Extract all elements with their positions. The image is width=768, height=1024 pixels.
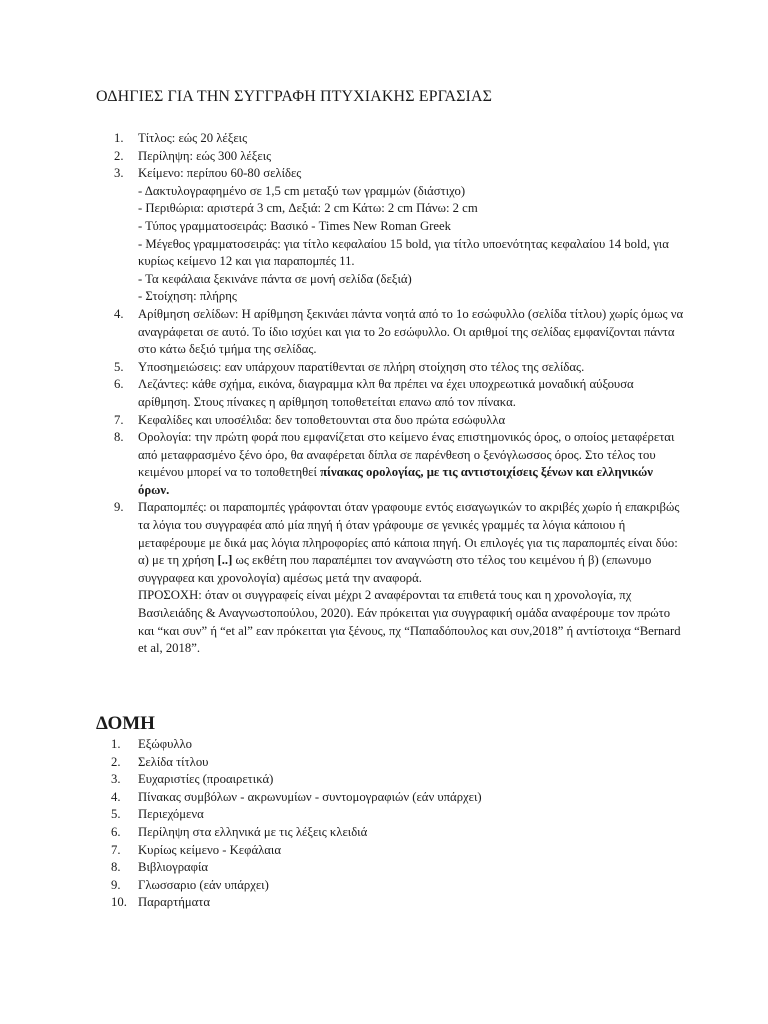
item-text: Περιεχόμενα [138,807,204,822]
item-number: 6. [111,824,121,839]
list-item [96,771,686,789]
structure-list [96,736,686,912]
item-text: Γλωσσαριο (εάν υπάρχει) [138,877,269,892]
item-text: Αρίθμηση σελίδων: Η αρίθμηση ξεκινάει πάντα νοητά από το 1ο εσώφυλλο (σελίδα τίτλου) χωρίς όμως να αναγράφεται σε αυτό. Το ίδιο ισχύει και για το 2ο εσώφυλλο. Οι αριθμοί της σελίδας εμφανίζονται πάντα στο κάτω δεξιό τμήμα της σελίδας. [138,306,684,357]
item-number: 5. [111,807,121,822]
item-text: Κεφαλίδες και υποσέλιδα: δεν τοποθετουνται στα δυο πρώτα εσώφυλλα [138,412,506,427]
item-text: Ορολογία: την πρώτη φορά που εμφανίζεται στο κείμενο ένας επιστημονικός όρος, ο οποίος μεταφέρεται από μεταφρασμένο ξένο όρο, θα αναφέρεται δίπλα σε παρένθεση ο ξενόγλωσσος όρος. Στο τέλος του κειμένου μπορεί να το τοποθετηθεί [138,430,675,480]
item-text: Εξώφυλλο [138,737,193,751]
list-item [96,429,686,499]
list-item [96,736,686,754]
item-number: 3. [111,772,121,787]
list-item [96,877,686,895]
item-number: 1. [114,131,124,145]
item-note: ΠΡΟΣΟΧΗ: όταν οι συγγραφείς είναι μέχρι 2 αναφέρονται τα επιθετά τους και η χρονολογία, πχ Βασιλειάδης & Αναγνωστοπούλου, 2020). Εάν πρόκειται για συγγραφική ομάδα αναφέρουμε τον πρώτο και “και συν” ή “et al” εαν πρόκειται για ξένους, πχ “Παπαδόπουλος και συν,2018” ή αντίστοιχα “Bernard et al, 2018”. [138,588,681,656]
instructions-list [96,130,686,658]
list-item [96,754,686,772]
sub-item: - Περιθώρια: αριστερά 3 cm, Δεξιά: 2 cm Κάτω: 2 cm Πάνω: 2 cm [138,201,478,216]
item-number: 5. [114,359,124,374]
item-text: Τίτλος: εώς 20 λέξεις [138,131,248,145]
item-number: 1. [111,737,121,751]
list-item [96,359,686,377]
item-text: Σελίδα τίτλου [138,754,209,769]
item-text-tail: ως εκθέτη που παραπέμπει τον αναγνώστη στο τέλος του κειμένου ή β) (επωνυμο συγγραφεα και χρονολογία) αμέσως μετά την αναφορά. [138,553,652,585]
list-item [96,499,686,657]
item-number: 9. [114,500,124,515]
item-number: 10. [111,895,127,910]
list-item [96,842,686,860]
item-text: Κείμενο: περίπου 60-80 σελίδες [138,166,302,181]
item-number: 7. [111,842,121,857]
item-text: Υποσημειώσεις: εαν υπάρχουν παρατίθενται σε πλήρη στοίχηση στο τέλος της σελίδας. [138,359,585,374]
sub-item: - Τα κεφάλαια ξεκινάνε πάντα σε μονή σελίδα (δεξιά) [138,271,412,286]
item-text: Βιβλιογραφία [138,860,209,875]
list-item [96,789,686,807]
item-bold-text: [..] [217,553,233,568]
item-number: 8. [111,860,121,875]
item-number: 9. [111,877,121,892]
item-number: 4. [111,789,121,804]
list-item [96,824,686,842]
item-number: 6. [114,377,124,392]
item-text: Πίνακας συμβόλων - ακρωνυμίων - συντομογραφιών (εάν υπάρχει) [138,789,482,804]
sub-item: - Δακτυλογραφημένο σε 1,5 cm μεταξύ των γραμμών (διάστιχο) [138,183,466,198]
list-item [96,165,686,306]
item-number: 4. [114,306,124,321]
item-number: 2. [114,148,124,163]
item-text: Παραρτήματα [138,895,211,910]
list-item [96,306,686,359]
list-item [96,412,686,430]
sub-item: - Μέγεθος γραμματοσειράς: για τίτλο κεφαλαίου 15 bold, για τίτλο υποενότητας κεφαλαίου 14 bold, για κυρίως κείμενο 12 και για παραπομπές 11. [138,236,669,269]
item-bold-text: πίνακας ορολογίας, με τις αντιστοιχίσεις ξένων και ελληνικών όρων. [138,465,653,497]
item-number: 7. [114,412,124,427]
item-text: Λεζάντες: κάθε σχήμα, εικόνα, διαγραμμα κλπ θα πρέπει να έχει υποχρεωτικά μοναδική αύξουσα αρίθμηση. Στους πίνακες η αρίθμηση τοποθετείται επανω από τον πίνακα. [138,377,634,409]
structure-heading: ΔΟΜΗ [96,713,155,734]
item-text: Περίληψη στα ελληνικά με τις λέξεις κλειδιά [138,824,368,839]
item-text: Κυρίως κείμενο - Κεφάλαια [138,842,281,857]
document-title: ΟΔΗΓΙΕΣ ΓΙΑ ΤΗΝ ΣΥΓΓΡΑΦΗ ΠΤΥΧΙΑΚΗΣ ΕΡΓΑΣΙΑΣ [96,88,493,105]
item-text: Ευχαριστίες (προαιρετικά) [138,772,274,787]
list-item [96,806,686,824]
item-number: 3. [114,166,124,181]
list-item [96,376,686,411]
list-item [96,859,686,877]
sub-item: - Τύπος γραμματοσειράς: Βασικό - Times New Roman Greek [138,218,452,233]
sub-item: - Στοίχηση: πλήρης [138,289,237,304]
item-text: Περίληψη: εώς 300 λέξεις [138,148,272,163]
item-number: 8. [114,430,124,445]
list-item [96,130,686,148]
list-item [96,894,686,912]
item-number: 2. [111,754,121,769]
item-text: Παραπομπές: οι παραπομπές γράφονται όταν γραφουμε εντός εισαγωγικών το ακριβές χωρίο ή επακριβώς τα λόγια του συγγραφέα από μία πηγή ή όταν γράφουμε σε γενικές γραμμές τα λόγια κάποιου ή μεταφέρουμε με δικά μας λόγια πληροφορίες από κάποια πηγή. Οι επιλογές για τις παραπομπές είναι δύο: α) με τη χρήση [138,500,680,568]
list-item [96,148,686,166]
